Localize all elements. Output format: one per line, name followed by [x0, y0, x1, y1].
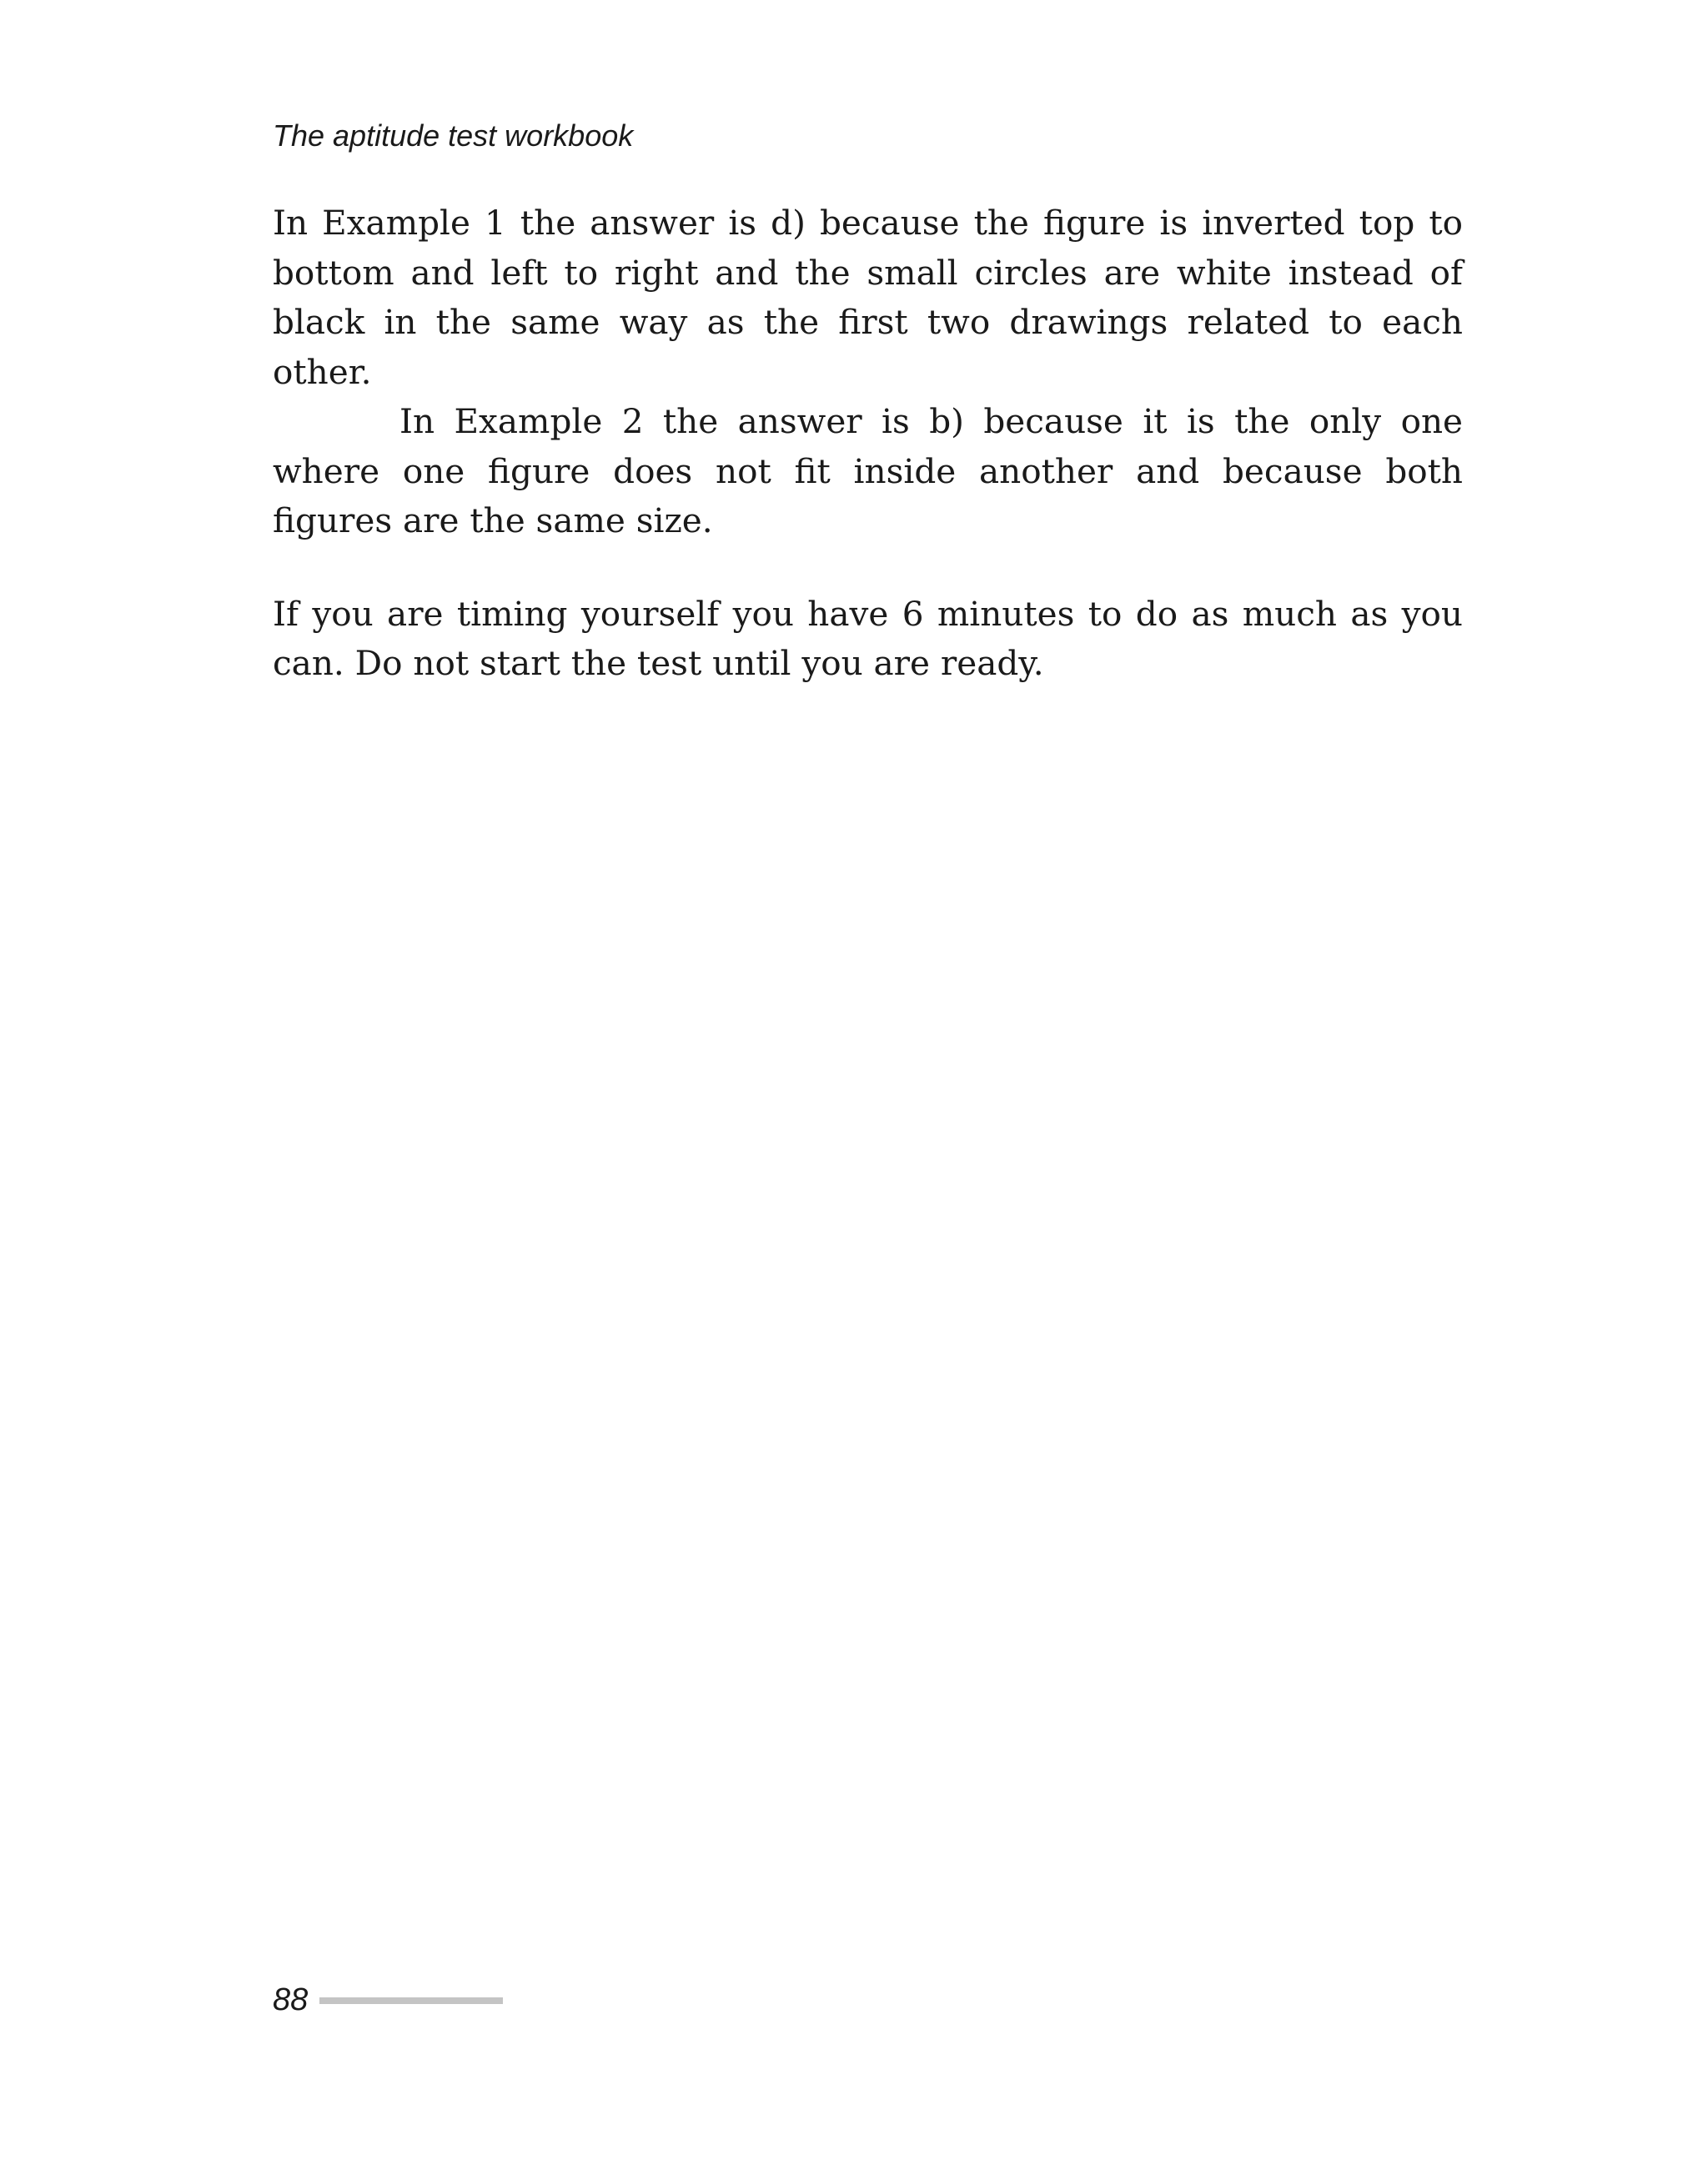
paragraph-example-2: In Example 2 the answer is b) because it is the only one where one figure does not fit inside another and because both figures are the same size. [273, 401, 1463, 540]
body-text [273, 198, 1463, 689]
paragraph-timing-instructions: If you are timing yourself you have 6 minutes to do as much as you can. Do not start the test until you are ready. [273, 593, 1463, 683]
page-number: 88 [273, 1982, 309, 2017]
page-footer [273, 1979, 503, 2021]
page-number-rule [319, 1997, 503, 2004]
running-head: The aptitude test workbook [273, 118, 634, 153]
paragraph-example-1: In Example 1 the answer is d) because the figure is inverted top to bottom and left to right and the small circles are white instead of black in the same way as the first two drawings related to each other. [273, 203, 1463, 392]
